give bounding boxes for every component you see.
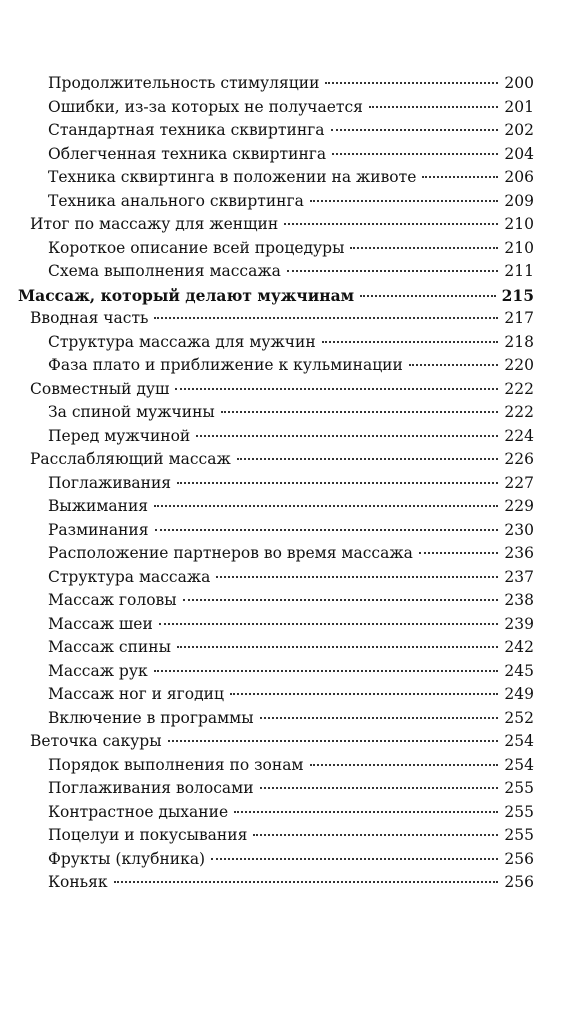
toc-entry [0,237,576,261]
toc-entry-title: Коньяк [48,873,108,891]
toc-entry-title: Вводная часть [30,309,149,327]
toc-entry-title: Массаж спины [48,638,171,656]
toc-entry-page-number: 230 [504,520,534,539]
toc-entry-page-number: 256 [504,873,534,891]
dot-leader [350,247,498,249]
toc-entry-line [48,636,534,660]
toc-entry-page-number: 254 [504,732,534,750]
dot-leader [175,388,498,390]
toc-entry-page-number: 217 [504,309,534,327]
toc-entry [0,683,576,707]
toc-entry [0,378,576,402]
toc-entry-title: За спиной мужчины [48,403,215,421]
toc-entry-title: Облегченная техника сквиртинга [48,144,327,163]
toc-entry-title: Структура массажа для мужчин [48,332,316,351]
toc-entry-page-number: 255 [504,779,534,797]
toc-entry [0,143,576,167]
table-of-contents [0,72,576,895]
toc-entry-line [48,542,534,566]
toc-entry [0,495,576,519]
toc-entry-page-number: 236 [504,544,534,562]
toc-entry [0,589,576,613]
toc-entry-page-number: 227 [504,473,534,492]
toc-entry [0,284,576,308]
toc-entry-line [48,260,534,284]
toc-entry-line [48,801,534,825]
toc-entry [0,613,576,637]
dot-leader [154,670,499,672]
toc-entry-line [48,72,534,96]
toc-entry-line [48,354,534,378]
toc-entry-page-number: 204 [504,144,534,163]
toc-entry [0,730,576,754]
toc-entry-title: Поцелуи и покусывания [48,826,248,844]
toc-entry-page-number: 200 [504,74,534,92]
toc-entry-line [48,119,534,143]
toc-entry-page-number: 211 [504,262,534,280]
toc-entry-line [48,190,534,214]
toc-entry-page-number: 242 [504,638,534,656]
toc-entry-title: Короткое описание всей процедуры [48,238,345,257]
toc-entry-line [48,166,534,190]
dot-leader [183,599,499,601]
toc-entry-line [48,848,534,872]
toc-entry-line [30,730,534,754]
toc-entry-line [48,331,534,355]
dot-leader [284,223,498,225]
toc-entry-page-number: 249 [504,685,534,703]
toc-entry-line [48,143,534,167]
dot-leader [154,317,498,319]
toc-entry-page-number: 237 [504,567,534,586]
toc-entry-title: Веточка сакуры [30,732,162,750]
dot-leader [154,505,498,507]
toc-entry [0,636,576,660]
toc-entry-title: Включение в программы [48,708,254,727]
toc-entry [0,354,576,378]
dot-leader [237,458,499,460]
toc-entry-title: Стандартная техника сквиртинга [48,121,325,139]
toc-entry-page-number: 256 [504,849,534,868]
toc-entry-page-number: 226 [504,450,534,468]
toc-entry-title: Фаза плато и приближение к кульминации [48,356,403,374]
toc-entry-title: Перед мужчиной [48,426,191,445]
toc-entry-page-number: 238 [504,591,534,609]
dot-leader [331,129,499,131]
toc-entry [0,307,576,331]
toc-entry-page-number: 215 [501,285,534,305]
toc-entry-title: Массаж ног и ягодиц [48,685,224,703]
toc-entry [0,166,576,190]
dot-leader [409,364,499,366]
toc-entry [0,401,576,425]
toc-entry-page-number: 202 [504,121,534,139]
toc-entry-title: Массаж головы [48,591,177,609]
dot-leader [253,834,498,836]
toc-entry [0,72,576,96]
toc-entry [0,707,576,731]
toc-entry-line [48,237,534,261]
toc-entry [0,448,576,472]
toc-entry [0,801,576,825]
dot-leader [310,200,499,202]
toc-entry-line [48,824,534,848]
toc-entry-page-number: 209 [504,191,534,210]
toc-entry-title: Массаж, который делают мужчинам [18,285,355,305]
dot-leader [221,411,499,413]
toc-entry-line [30,213,534,237]
toc-entry [0,472,576,496]
dot-leader [325,82,498,84]
toc-entry-page-number: 239 [504,614,534,633]
dot-leader [310,764,499,766]
toc-entry-line [48,754,534,778]
dot-leader [114,881,499,883]
toc-entry [0,660,576,684]
toc-entry-line [48,871,534,895]
dot-leader [159,623,499,625]
toc-entry-page-number: 255 [504,802,534,821]
toc-entry [0,96,576,120]
toc-entry-page-number: 218 [504,332,534,351]
toc-entry-title: Массаж шеи [48,614,153,633]
dot-leader [360,295,496,297]
toc-entry-line [18,284,534,308]
toc-entry-line [48,401,534,425]
dot-leader [260,787,499,789]
dot-leader [211,858,498,860]
toc-entry-title: Массаж рук [48,661,148,680]
dot-leader [332,153,498,155]
toc-entry-line [48,589,534,613]
toc-entry-line [48,660,534,684]
toc-entry-title: Совместный душ [30,379,170,398]
dot-leader [422,176,498,178]
toc-entry-line [30,307,534,331]
toc-entry-line [30,448,534,472]
toc-entry-page-number: 229 [504,497,534,515]
toc-entry-title: Выжимания [48,497,149,515]
toc-entry-title: Техника анального сквиртинга [48,191,304,210]
toc-entry [0,777,576,801]
toc-entry-line [48,472,534,496]
dot-leader [369,106,499,108]
toc-entry-title: Контрастное дыхание [48,802,229,821]
toc-entry-page-number: 255 [504,826,534,844]
toc-entry-title: Фрукты (клубника) [48,849,206,868]
toc-entry-page-number: 210 [504,238,534,257]
toc-entry [0,871,576,895]
toc-entry [0,119,576,143]
toc-entry-line [48,519,534,543]
dot-leader [322,341,499,343]
dot-leader [168,740,499,742]
toc-entry-line [30,378,534,402]
toc-entry-page-number: 220 [504,356,534,374]
toc-entry-page-number: 254 [504,755,534,774]
toc-entry-title: Ошибки, из-за которых не получается [48,97,363,116]
toc-entry-line [48,96,534,120]
toc-entry-page-number: 210 [504,215,534,233]
toc-entry-title: Разминания [48,520,149,539]
dot-leader [419,552,499,554]
dot-leader [216,576,498,578]
toc-entry [0,213,576,237]
toc-entry-page-number: 224 [504,426,534,445]
toc-entry [0,848,576,872]
dot-leader [260,717,499,719]
toc-entry-page-number: 201 [504,97,534,116]
dot-leader [155,529,499,531]
toc-entry-title: Поглаживания волосами [48,779,254,797]
toc-entry-title: Порядок выполнения по зонам [48,755,304,774]
toc-entry [0,754,576,778]
toc-entry-page-number: 252 [504,708,534,727]
dot-leader [196,435,498,437]
toc-entry-page-number: 245 [504,661,534,680]
toc-entry-page-number: 222 [504,379,534,398]
toc-entry [0,566,576,590]
toc-entry-line [48,425,534,449]
dot-leader [230,693,498,695]
toc-entry-title: Поглаживания [48,473,172,492]
dot-leader [177,646,498,648]
toc-entry-line [48,683,534,707]
toc-entry-title: Техника сквиртинга в положении на животе [48,168,417,186]
toc-entry-title: Расположение партнеров во время массажа [48,544,413,562]
toc-entry-line [48,566,534,590]
toc-entry-title: Итог по массажу для женщин [30,215,279,233]
toc-entry-title: Продолжительность стимуляции [48,74,320,92]
dot-leader [234,811,498,813]
toc-entry [0,260,576,284]
dot-leader [177,482,498,484]
dot-leader [287,270,499,272]
toc-entry-title: Структура массажа [48,567,211,586]
toc-entry-line [48,707,534,731]
toc-entry-line [48,613,534,637]
toc-entry [0,824,576,848]
toc-entry-title: Схема выполнения массажа [48,262,281,280]
toc-entry-page-number: 222 [504,403,534,421]
toc-entry [0,190,576,214]
toc-entry-title: Расслабляющий массаж [30,450,231,468]
toc-entry [0,331,576,355]
toc-entry-line [48,495,534,519]
toc-entry-page-number: 206 [504,168,534,186]
toc-entry [0,542,576,566]
toc-entry-line [48,777,534,801]
toc-entry [0,425,576,449]
toc-entry [0,519,576,543]
